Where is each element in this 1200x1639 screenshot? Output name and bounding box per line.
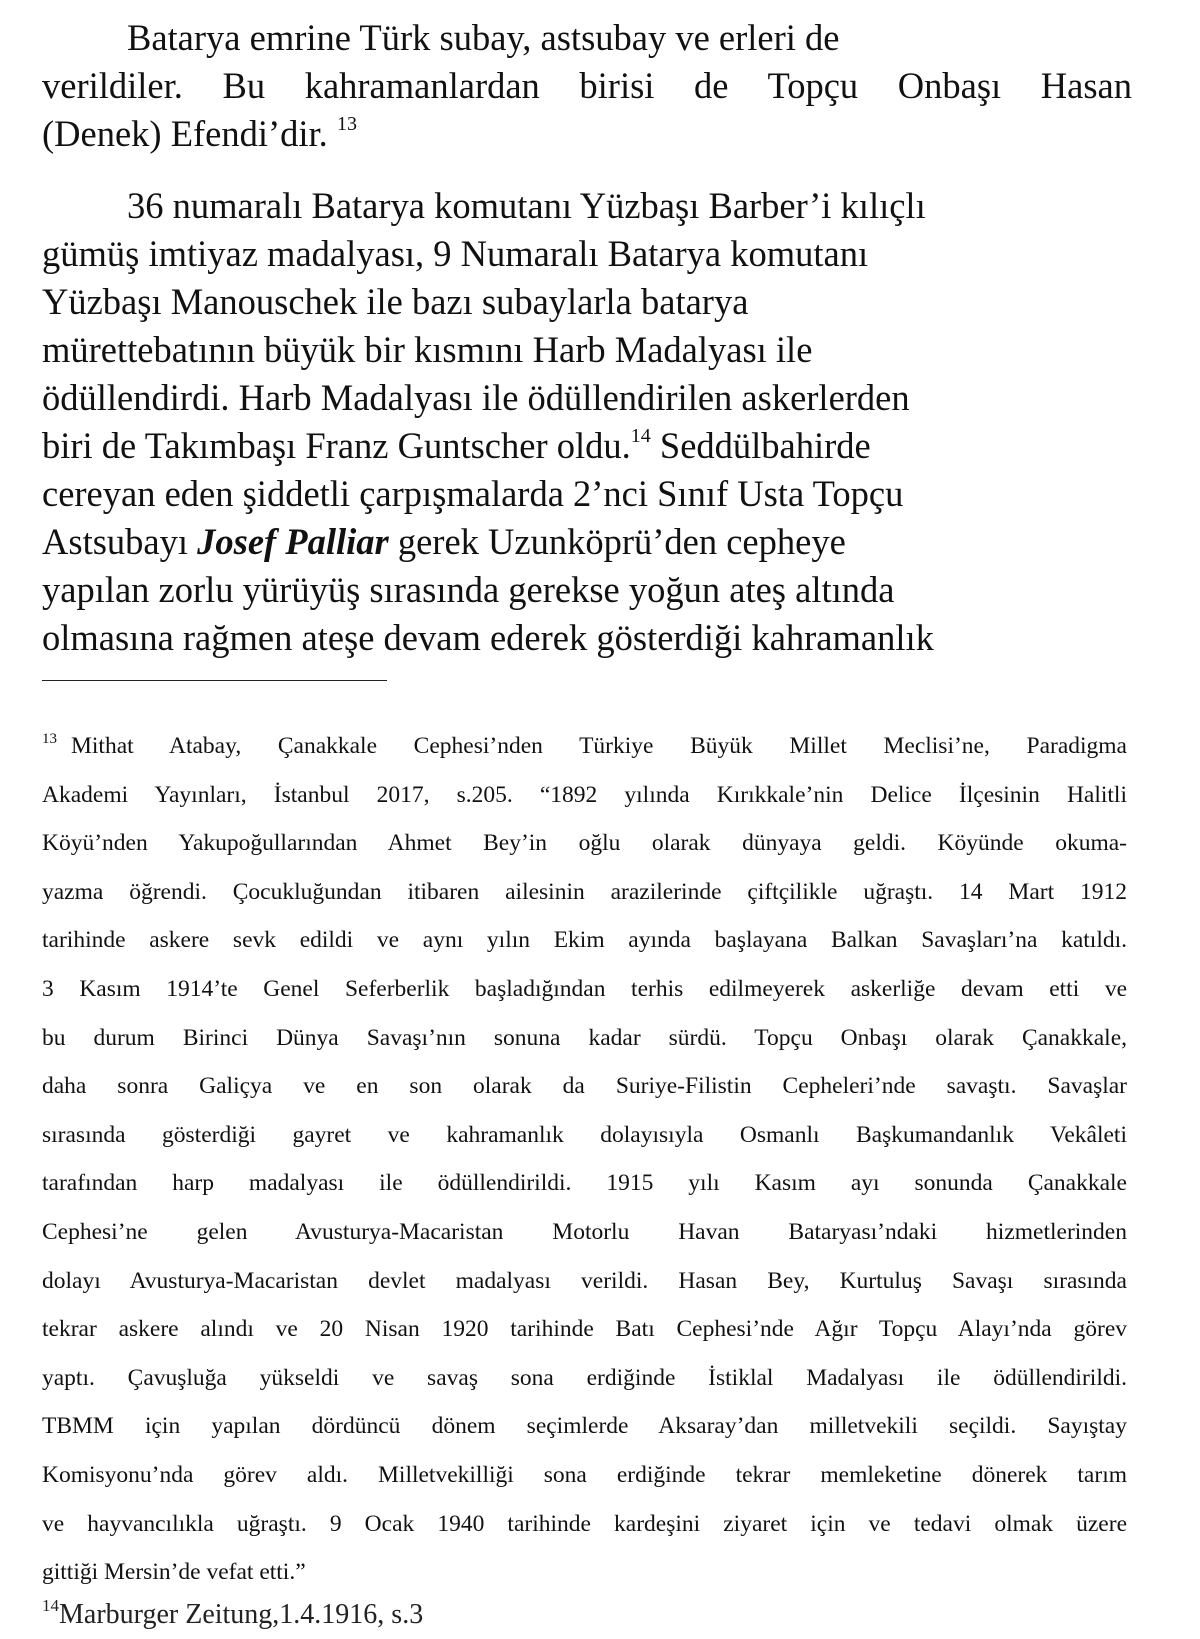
main-text [42, 14, 1132, 662]
text-line: (Denek) Efendi’dir. $^{13}$ [42, 113, 357, 154]
person-name-emphasis: Josef Palliar [197, 521, 389, 562]
footnote-number: 13 [42, 731, 57, 747]
text-line: yapılan zorlu yürüyüş sırasında gerekse yoğun ateş altında [42, 569, 895, 610]
footnote-number: 14 [42, 1596, 59, 1615]
footnote-line: Komisyonu’nda görev aldı. Milletvekilliği sona erdiğinde tekrar memleketine dönerek tarım [42, 1461, 1127, 1488]
footnote-line: ve hayvancılıkla uğraştı. 9 Ocak 1940 tarihinde kardeşini ziyaret için ve tedavi olmak üzere [42, 1510, 1127, 1537]
paragraph-2 [42, 182, 1132, 662]
text-line: cereyan eden şiddetli çarpışmalarda 2’nci Sınıf Usta Topçu [42, 473, 904, 514]
footnote-line: Cephesi’ne gelen Avusturya-Macaristan Motorlu Havan Bataryası’ndaki hizmetlerinden [42, 1218, 1127, 1245]
footnote-line: yaptı. Çavuşluğa yükseldi ve savaş sona erdiğinde İstiklal Madalyası ile ödüllendirildi. [42, 1364, 1127, 1391]
footnote-line: Akademi Yayınları, İstanbul 2017, s.205. “1892 yılında Kırıkkale’nin Delice İlçesinin Halitli [42, 781, 1127, 808]
footnote-line: Köyü’nden Yakupoğullarından Ahmet Bey’in oğlu olarak dünyaya geldi. Köyünde okuma- [42, 830, 1127, 857]
footnote-line: daha sonra Galiçya ve en son olarak da Suriye-Filistin Cepheleri’nde savaştı. Savaşlar [42, 1073, 1127, 1100]
footnote-14 [42, 1595, 423, 1635]
footnote-separator [42, 680, 387, 681]
footnote-line: dolayı Avusturya-Macaristan devlet madalyası verildi. Hasan Bey, Kurtuluş Savaşı sırasında [42, 1267, 1127, 1294]
footnote-line: tarafından harp madalyası ile ödüllendirildi. 1915 yılı Kasım ayı sonunda Çanakkale [42, 1170, 1127, 1197]
text-line: ödüllendirdi. Harb Madalyası ile ödüllendirilen askerlerden [42, 377, 910, 418]
footnote-line: gittiği Mersin’de vefat etti.” [42, 1559, 306, 1586]
footnote-ref-14[interactable]: 14 [630, 425, 651, 447]
text-line: Batarya emrine Türk subay, astsubay ve erleri de [127, 17, 840, 58]
footnote-text: Marburger Zeitung,1.4.1916, s.3 [59, 1599, 424, 1630]
text-line: biri de Takımbaşı Franz Guntscher oldu.$^{14}$ Seddülbahirde [42, 425, 871, 466]
text-line: mürettebatının büyük bir kısmını Harb Madalyası ile [42, 329, 813, 370]
text-line: Astsubayı Josef Palliar gerek Uzunköprü’den cepheye [42, 521, 846, 562]
footnote-line: $^{13}$ Mithat Atabay, Çanakkale Cephesi’nden Türkiye Büyük Millet Meclisi’ne, Paradigma [42, 731, 1127, 759]
footnote-line: TBMM için yapılan dördüncü dönem seçimlerde Aksaray’dan milletvekili seçildi. Sayıştay [42, 1413, 1127, 1440]
text-line: 36 numaralı Batarya komutanı Yüzbaşı Barber’i kılıçlı [127, 185, 926, 226]
text-line: olmasına rağmen ateşe devam ederek gösterdiği kahramanlık [42, 617, 934, 658]
footnote-line: bu durum Birinci Dünya Savaşı’nın sonuna kadar sürdü. Topçu Onbaşı olarak Çanakkale, [42, 1024, 1127, 1051]
paragraph-1 [42, 14, 1132, 158]
footnote-line: tarihinde askere sevk edildi ve aynı yılın Ekim ayında başlayana Balkan Savaşları’na katıldı. [42, 927, 1127, 954]
text-line: gümüş imtiyaz madalyası, 9 Numaralı Batarya komutanı [42, 233, 869, 274]
footnote-line: yazma öğrendi. Çocukluğundan itibaren ailesinin arazilerinde çiftçilikle uğraştı. 14 Mart 1912 [42, 878, 1127, 905]
footnote-line: tekrar askere alındı ve 20 Nisan 1920 tarihinde Batı Cephesi’nde Ağır Topçu Alayı’nda görev [42, 1316, 1127, 1343]
footnote-ref-13[interactable]: 13 [336, 113, 357, 135]
footnote-13 [42, 722, 1127, 1597]
text-line: Yüzbaşı Manouschek ile bazı subaylarla batarya [42, 281, 749, 322]
footnote-line: 3 Kasım 1914’te Genel Seferberlik başladığından terhis edilmeyerek askerliğe devam etti ve [42, 975, 1127, 1002]
text-line: verildiler. Bu kahramanlardan birisi de Topçu Onbaşı Hasan [42, 65, 1132, 106]
footnote-line: sırasında gösterdiği gayret ve kahramanlık dolayısıyla Osmanlı Başkumandanlık Vekâleti [42, 1121, 1127, 1148]
